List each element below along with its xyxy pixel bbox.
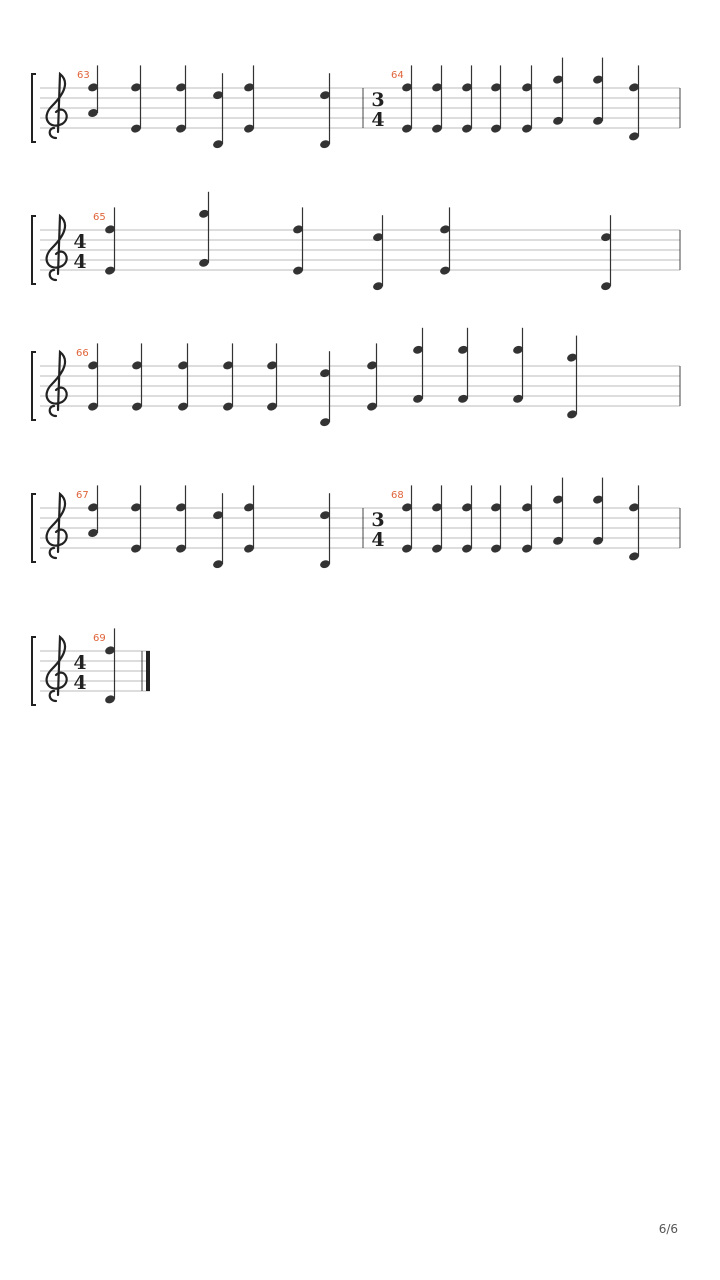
measure-number: 65 [93,212,106,223]
time-signature-bottom: 4 [371,529,385,551]
time-signature-top: 4 [73,231,87,253]
staff-system [32,478,680,570]
system-bracket [32,352,36,420]
measure-number: 63 [77,70,90,81]
time-signature-bottom: 4 [371,109,385,131]
measure-number: 66 [76,348,89,359]
measure-number: 67 [76,490,89,501]
final-barline-thick [146,651,150,691]
staff-system [32,192,680,292]
staff-system [32,58,680,150]
time-signature-top: 3 [371,89,385,111]
time-signature-top: 4 [73,652,87,674]
time-signature-bottom: 4 [73,672,87,694]
system-bracket [32,637,36,705]
page-number: 6/6 [658,1222,678,1236]
measure-number: 64 [391,70,404,81]
measure-number: 68 [391,490,404,501]
time-signature-top: 3 [371,509,385,531]
staff-system [32,628,150,705]
measure-number: 69 [93,633,106,644]
system-bracket [32,494,36,562]
system-bracket [32,74,36,142]
staff-system [32,328,680,428]
system-bracket [32,216,36,284]
time-signature-bottom: 4 [73,251,87,273]
